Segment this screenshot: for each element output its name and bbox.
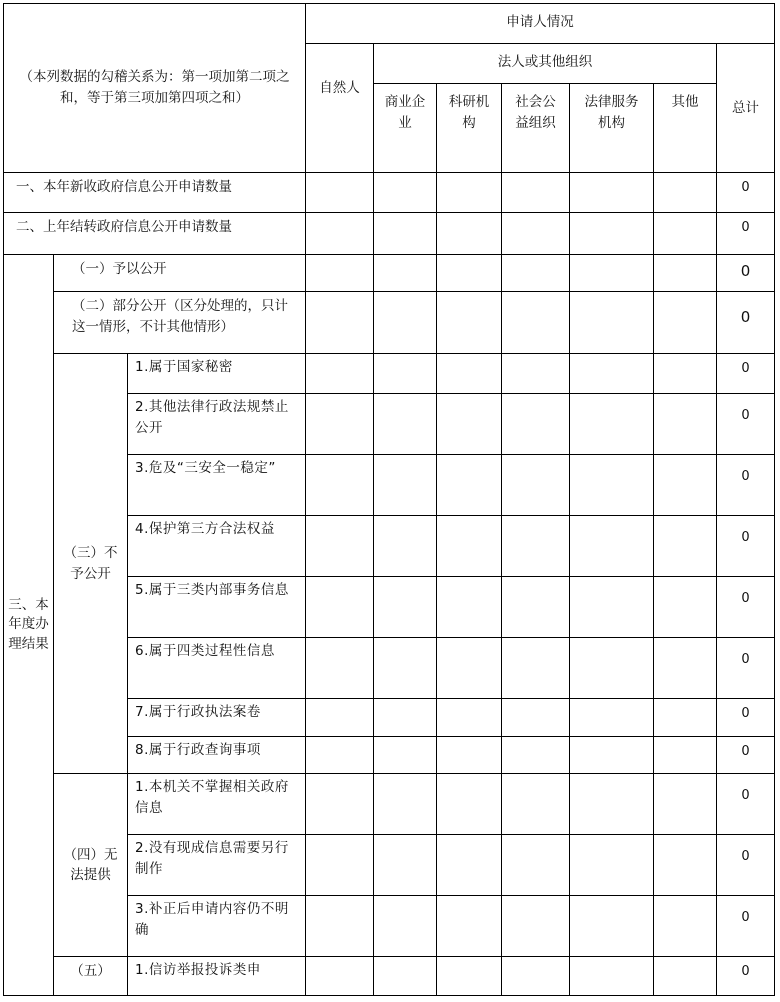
row-total-disclosed: 0 xyxy=(717,255,775,292)
group-not-processed-label: （五） xyxy=(54,957,128,996)
row-label-enforcement-files: 7.属于行政执法案卷 xyxy=(128,699,306,737)
row-label-disclosed: （一）予以公开 xyxy=(54,255,306,292)
row-label-three-security: 3.危及“三安全一稳定” xyxy=(128,455,306,516)
row-total-new-applications: 0 xyxy=(717,173,775,213)
row-label-third-party-rights: 4.保护第三方合法权益 xyxy=(128,516,306,577)
row-label-state-secret: 1.属于国家秘密 xyxy=(128,354,306,394)
row-total-carried-over: 0 xyxy=(717,213,775,255)
row-label-admin-query: 8.属于行政查询事项 xyxy=(128,737,306,774)
row-label-partially-disclosed: （二）部分公开（区分处理的，只计这一情形，不计其他情形） xyxy=(54,292,306,354)
row-total-needs-production: 0 xyxy=(717,835,775,896)
group-unable-to-provide-label: （四）无法提供 xyxy=(54,774,128,957)
row-total-three-security: 0 xyxy=(717,455,775,516)
row-total-admin-query: 0 xyxy=(717,737,775,774)
row-total-process-info: 0 xyxy=(717,638,775,699)
row-label-petition-complaint: 1.信访举报投诉类申 xyxy=(128,957,306,996)
applicant-status-header: 申请人情况 xyxy=(306,4,775,44)
row-total-state-secret: 0 xyxy=(717,354,775,394)
row-label-needs-production: 2.没有现成信息需要另行制作 xyxy=(128,835,306,896)
group-not-disclosed-label: （三）不予公开 xyxy=(54,354,128,774)
category-header-other: 其他 xyxy=(654,84,717,173)
row-total-petition-complaint: 0 xyxy=(717,957,775,996)
category-header-business: 商业企业 xyxy=(374,84,437,173)
row-label-law-prohibited: 2.其他法律行政法规禁止公开 xyxy=(128,394,306,455)
row-label-new-applications: 一、本年新收政府信息公开申请数量 xyxy=(4,173,306,213)
row-label-process-info: 6.属于四类过程性信息 xyxy=(128,638,306,699)
row-total-still-unclear: 0 xyxy=(717,896,775,957)
row-label-not-held: 1.本机关不掌握相关政府信息 xyxy=(128,774,306,835)
total-header: 总计 xyxy=(717,44,775,173)
row-total-third-party-rights: 0 xyxy=(717,516,775,577)
row-label-still-unclear: 3.补正后申请内容仍不明确 xyxy=(128,896,306,957)
row-label-carried-over: 二、上年结转政府信息公开申请数量 xyxy=(4,213,306,255)
disclosure-statistics-table xyxy=(3,3,774,999)
legal-person-group-header: 法人或其他组织 xyxy=(374,44,717,84)
header-note: （本列数据的勾稽关系为：第一项加第二项之和，等于第三项加第四项之和） xyxy=(4,4,306,173)
row-total-internal-affairs: 0 xyxy=(717,577,775,638)
category-header-legal-service: 法律服务机构 xyxy=(570,84,654,173)
row-label-internal-affairs: 5.属于三类内部事务信息 xyxy=(128,577,306,638)
row-total-enforcement-files: 0 xyxy=(717,699,775,737)
section-annual-results-label: 三、本年度办理结果 xyxy=(4,255,54,996)
category-header-research: 科研机构 xyxy=(437,84,502,173)
row-total-not-held: 0 xyxy=(717,774,775,835)
natural-person-header: 自然人 xyxy=(306,44,374,173)
row-total-law-prohibited: 0 xyxy=(717,394,775,455)
category-header-public-welfare: 社会公益组织 xyxy=(502,84,570,173)
row-total-partially-disclosed: 0 xyxy=(717,292,775,354)
